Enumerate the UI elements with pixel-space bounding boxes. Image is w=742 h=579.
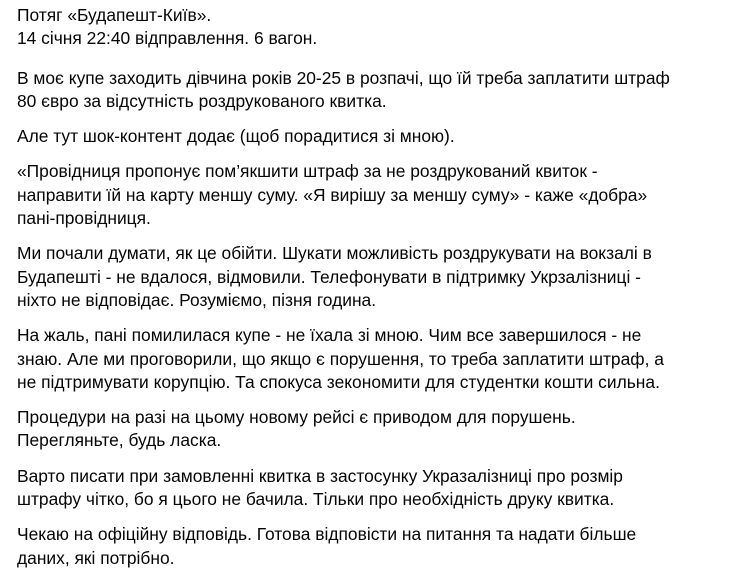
- post-paragraph: Ми почали думати, як це обійти. Шукати можливість роздрукувати на вокзалі в Будапешті - не вдалося, відмовили. Телефонувати в підтримку Укрзалізниці - ніхто не відповідає. Розуміємо, пізня година.: [17, 243, 652, 310]
- post-paragraph: Процедури на разі на цьому новому рейсі є приводом для порушень. Перегляньте, будь ласка.: [17, 407, 576, 451]
- post-paragraph: Варто писати при замовленні квитка в застосунку Укразалізниці про розмір штрафу чітко, бо я цього не бачила. Тільки про необхідність друку квитка.: [17, 465, 623, 510]
- post-paragraph: Але тут шок-контент додає (щоб порадитися зі мною).: [17, 126, 455, 147]
- post-paragraph: На жаль, пані помилилася купе - не їхала зі мною. Чим все завершилося - не знаю. Але ми проговорили, що якщо є порушення, то треба заплатити штраф, а не підтримувати корупцію. Та спокуса зекономити для студентки кошти сильна.: [17, 325, 664, 392]
- post-paragraph: В моє купе заходить дівчина років 20-25 в розпачі, що їй треба заплатити штраф 80 євро за відсутність роздрукованого квитка.: [17, 67, 670, 111]
- post-paragraph-header: Потяг «Будапешт-Київ». 14 січня 22:40 відправлення. 6 вагон.: [17, 5, 318, 49]
- post-paragraph: Чекаю на офіційну відповідь. Готова відповісти на питання та надати більше даних, які потрібно.: [17, 524, 637, 568]
- post-paragraph: «Провідниця пропонує пом’якшити штраф за не роздрукований квиток - направити їй на карту меншу суму. «Я вирішу за меншу суму» - каже «добра» пані-провідниця.: [17, 161, 648, 229]
